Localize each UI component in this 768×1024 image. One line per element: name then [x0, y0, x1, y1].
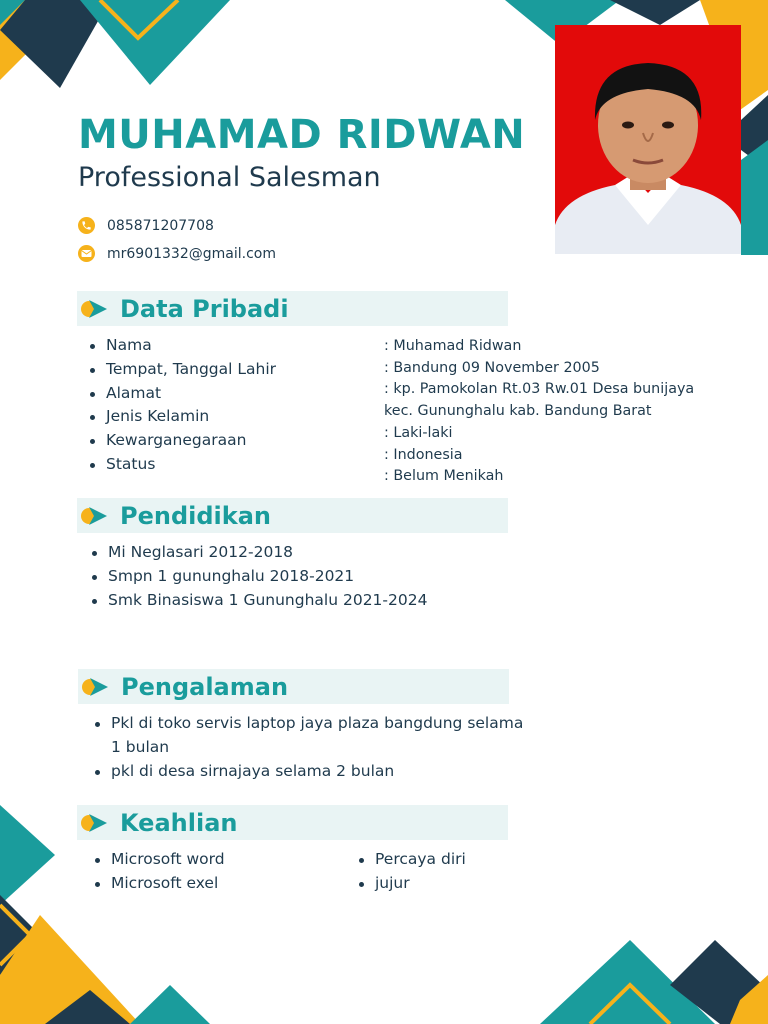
phone-number: 085871207708: [107, 217, 214, 234]
section-pengalaman: [78, 669, 509, 704]
value-line: : Indonesia: [384, 446, 463, 463]
full-name: MUHAMAD RIDWAN: [78, 112, 526, 158]
personal-labels-list: [84, 334, 276, 477]
list-item: Microsoft exel: [89, 872, 225, 896]
list-item: Smk Binasiswa 1 Gununghalu 2021-2024: [86, 589, 427, 613]
section-heading: Pengalaman: [121, 672, 289, 701]
list-item: jujur: [353, 872, 466, 896]
section-arrow-icon: [80, 297, 112, 321]
list-item: Microsoft word: [89, 848, 225, 872]
job-title: Professional Salesman: [78, 162, 381, 193]
list-item: Mi Neglasari 2012-2018: [86, 541, 427, 565]
value-line: kec. Gununghalu kab. Bandung Barat: [384, 403, 652, 420]
experience-list: [89, 712, 529, 783]
list-item: Smpn 1 gununghalu 2018-2021: [86, 565, 427, 589]
section-heading: Data Pribadi: [120, 294, 289, 323]
skills-list-left: [89, 848, 225, 896]
education-list: [86, 541, 427, 612]
value-line: : Bandung 09 November 2005: [384, 359, 600, 376]
list-item: Alamat: [84, 382, 276, 406]
skills-list-right: [353, 848, 466, 896]
list-item: Status: [84, 453, 276, 477]
section-arrow-icon: [80, 811, 112, 835]
phone-icon: [78, 217, 95, 234]
section-heading: Keahlian: [120, 808, 238, 837]
list-item: Tempat, Tanggal Lahir: [84, 358, 276, 382]
mail-icon: [78, 245, 95, 262]
email-contact: [78, 245, 276, 262]
personal-values: [384, 336, 694, 488]
value-line: : Muhamad Ridwan: [384, 338, 522, 354]
value-line: : Laki-laki: [384, 424, 453, 441]
section-pendidikan: [77, 498, 508, 533]
phone-contact: [78, 217, 214, 234]
list-item: Percaya diri: [353, 848, 466, 872]
value-line: : Belum Menikah: [384, 468, 504, 485]
list-item: Pkl di toko servis laptop jaya plaza bangdung selama 1 bulan: [89, 712, 529, 760]
section-arrow-icon: [80, 504, 112, 528]
list-item: Jenis Kelamin: [84, 405, 276, 429]
list-item: Nama: [84, 334, 276, 358]
list-item: Kewarganegaraan: [84, 429, 276, 453]
person-silhouette-icon: [555, 25, 741, 254]
section-arrow-icon: [81, 675, 113, 699]
email-address: mr6901332@gmail.com: [107, 245, 276, 262]
list-item: pkl di desa sirnajaya selama 2 bulan: [89, 760, 529, 784]
section-keahlian: [77, 805, 508, 840]
value-line: : kp. Pamokolan Rt.03 Rw.01 Desa bunijaya: [384, 381, 695, 398]
profile-photo: [555, 25, 741, 254]
section-heading: Pendidikan: [120, 501, 272, 530]
section-data-pribadi: [77, 291, 508, 326]
